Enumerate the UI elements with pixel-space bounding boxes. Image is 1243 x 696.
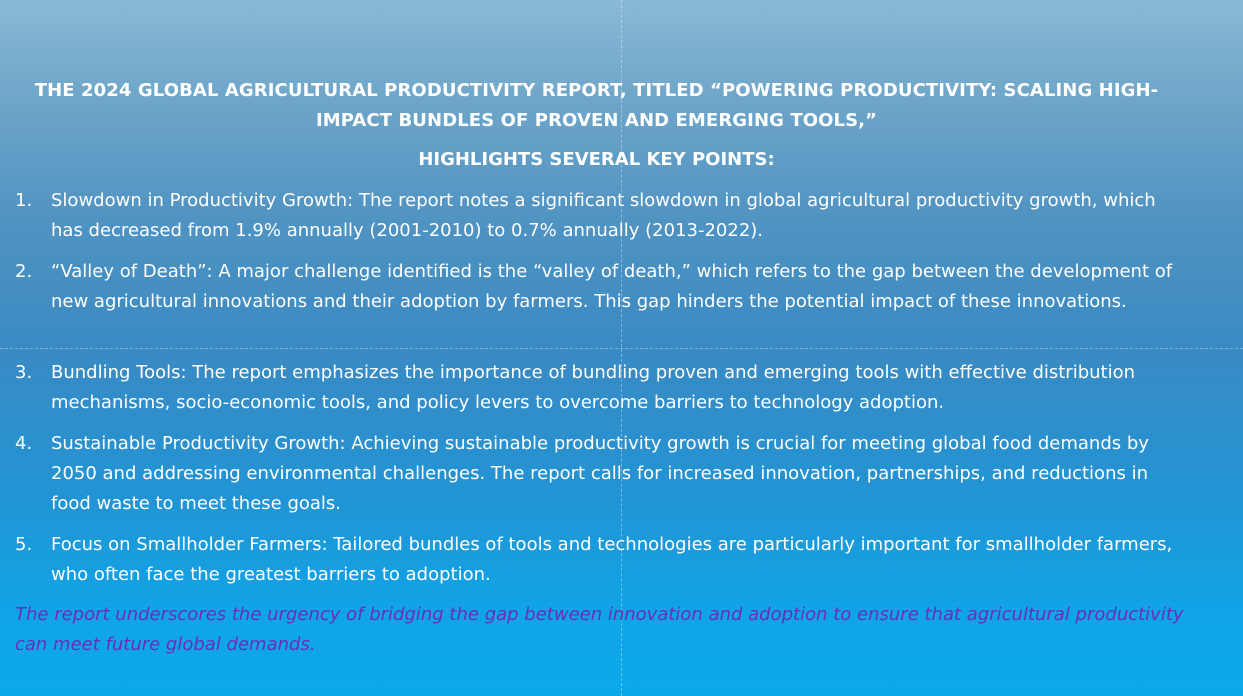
key-point-2: [15, 257, 1185, 317]
key-point-number: 3.: [15, 362, 33, 383]
horizontal-center-guide: [0, 348, 1243, 349]
key-point-number: 1.: [15, 190, 33, 211]
key-point-text: Bundling Tools: The report emphasizes the importance of bundling proven and emerging tools with effective distribution mechanisms, socio-economic tools, and policy levers to overcome barriers to technology adoption.: [51, 362, 1136, 413]
key-point-3: [15, 358, 1185, 418]
slide-subtitle: HIGHLIGHTS SEVERAL KEY POINTS:: [418, 149, 775, 170]
key-point-1: [15, 186, 1185, 246]
key-point-5: [15, 530, 1185, 590]
key-point-text: Slowdown in Productivity Growth: The report notes a significant slowdown in global agricultural productivity growth, which has decreased from 1.9% annually (2001-2010) to 0.7% annually (2013-2022).: [51, 190, 1156, 241]
key-point-number: 4.: [15, 433, 33, 454]
key-point-text: “Valley of Death”: A major challenge identified is the “valley of death,” which refers to the gap between the development of new agricultural innovations and their adoption by farmers. This gap hinders the potential impact of these innovations.: [51, 261, 1173, 312]
key-point-text: Focus on Smallholder Farmers: Tailored bundles of tools and technologies are particularly important for smallholder farmers, who often face the greatest barriers to adoption.: [51, 534, 1173, 585]
key-point-number: 2.: [15, 261, 33, 282]
slide-title: THE 2024 GLOBAL AGRICULTURAL PRODUCTIVITY REPORT, TITLED “POWERING PRODUCTIVITY: SCALING HIGH-IMPACT BUNDLES OF PROVEN AND EMERGING TOOLS,”: [34, 80, 1159, 131]
key-point-number: 5.: [15, 534, 33, 555]
key-point-4: [15, 429, 1185, 519]
conclusion-text: The report underscores the urgency of bridging the gap between innovation and adoption to ensure that agricultural productivity can meet future global demands.: [15, 604, 1184, 655]
key-point-text: Sustainable Productivity Growth: Achieving sustainable productivity growth is crucial for meeting global food demands by 2050 and addressing environmental challenges. The report calls for increased innovation, partnerships, and reductions in food waste to meet these goals.: [51, 433, 1149, 514]
